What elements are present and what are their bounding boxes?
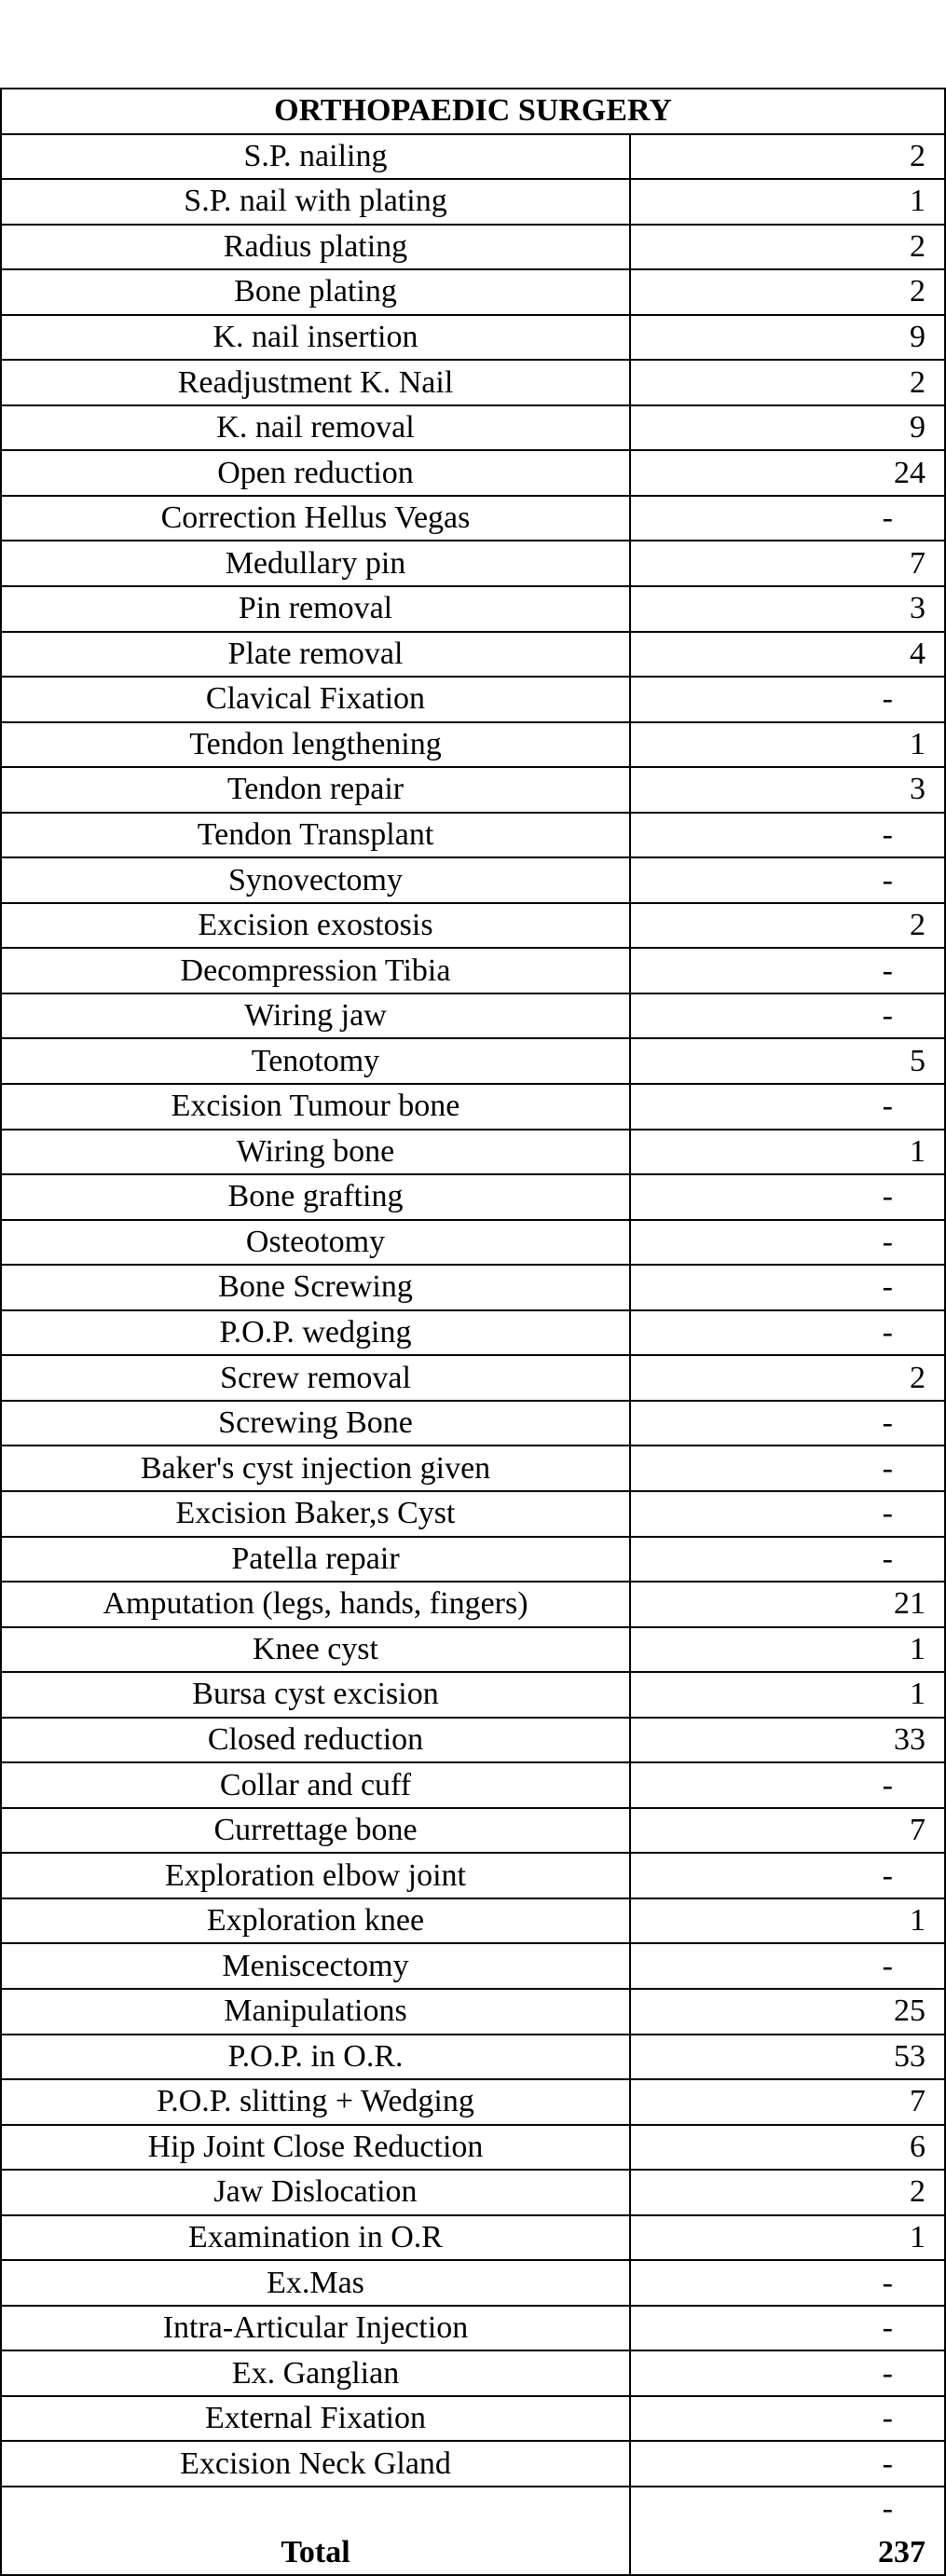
table-row	[2, 723, 944, 769]
table-row	[2, 1446, 944, 1492]
procedure-name: Closed reduction	[2, 1719, 631, 1762]
procedure-name: External Fixation	[2, 2397, 631, 2441]
procedure-count: -	[882, 681, 893, 717]
procedure-name: Screwing Bone	[2, 1402, 631, 1446]
table-row	[2, 2126, 944, 2172]
table-row	[2, 2442, 944, 2487]
procedure-name: Currettage bone	[2, 1809, 631, 1853]
procedure-name: P.O.P. wedging	[2, 1311, 631, 1355]
table-row	[2, 994, 944, 1040]
procedure-count: 7	[910, 545, 925, 581]
procedure-count: -	[882, 1767, 893, 1802]
procedure-name: Excision Tumour bone	[2, 1085, 631, 1129]
table-title: ORTHOPAEDIC SURGERY	[274, 93, 672, 129]
procedure-count: 7	[910, 1813, 925, 1848]
table-row	[2, 1175, 944, 1221]
procedure-count: -	[882, 500, 893, 536]
procedure-name: Ex. Ganglian	[2, 2351, 631, 2395]
procedure-name: Intra-Articular Injection	[2, 2307, 631, 2350]
table-row	[2, 2261, 944, 2307]
procedure-count: 9	[910, 410, 925, 445]
procedure-name: Knee cyst	[2, 1628, 631, 1672]
table-row	[2, 541, 944, 587]
procedure-name: Synovectomy	[2, 858, 631, 902]
procedure-count: 1	[910, 2219, 925, 2254]
procedure-count: -	[882, 998, 893, 1034]
table-row	[2, 2307, 944, 2352]
procedure-name: Decompression Tibia	[2, 949, 631, 993]
procedure-count: -	[882, 1224, 893, 1259]
procedure-name: P.O.P. slitting + Wedging	[2, 2080, 631, 2124]
procedure-name: Correction Hellus Vegas	[2, 497, 631, 541]
procedure-count: 1	[910, 726, 925, 761]
procedure-name: Manipulations	[2, 1990, 631, 2034]
total-row	[2, 2531, 944, 2575]
procedure-count: 53	[894, 2038, 925, 2074]
procedure-name: K. nail insertion	[2, 316, 631, 360]
table-row	[2, 497, 944, 542]
procedure-name: Baker's cyst injection given	[2, 1446, 631, 1490]
procedure-name: Wiring bone	[2, 1130, 631, 1174]
total-count: 237	[878, 2534, 925, 2569]
table-row	[2, 316, 944, 362]
table-row	[2, 1628, 944, 1674]
table-row	[2, 1673, 944, 1719]
table-row	[2, 949, 944, 994]
procedure-count: -	[882, 1496, 893, 1531]
procedure-name: Excision exostosis	[2, 904, 631, 948]
procedure-count: -	[882, 1269, 893, 1305]
table-row	[2, 1221, 944, 1267]
table-row	[2, 1854, 944, 1899]
table-row	[2, 226, 944, 271]
procedure-name: Bursa cyst excision	[2, 1673, 631, 1717]
table-row	[2, 1356, 944, 1402]
table-row	[2, 1085, 944, 1130]
procedure-count: 5	[910, 1043, 925, 1078]
procedure-count: 2	[910, 908, 925, 943]
table-row	[2, 587, 944, 633]
procedure-count: 1	[910, 1133, 925, 1169]
procedure-count: -	[882, 2446, 893, 2481]
procedure-name: P.O.P. in O.R.	[2, 2035, 631, 2079]
table-row	[2, 633, 944, 678]
procedure-name	[2, 2487, 631, 2531]
procedure-name: Bone plating	[2, 270, 631, 314]
table-row	[2, 814, 944, 859]
procedure-count: 2	[910, 228, 925, 264]
procedure-count: 2	[910, 2174, 925, 2210]
procedure-name: Ex.Mas	[2, 2261, 631, 2305]
procedure-count: 2	[910, 138, 925, 173]
table-row	[2, 1130, 944, 1176]
table-row	[2, 1039, 944, 1085]
procedure-count: -	[882, 1315, 893, 1350]
procedure-name: Excision Baker,s Cyst	[2, 1492, 631, 1536]
procedure-name: S.P. nail with plating	[2, 180, 631, 224]
procedure-count: -	[882, 862, 893, 897]
table-row	[2, 1990, 944, 2035]
procedure-name: S.P. nailing	[2, 135, 631, 179]
table-row	[2, 904, 944, 950]
procedure-name: Jaw Dislocation	[2, 2171, 631, 2214]
procedure-name: Tendon Transplant	[2, 814, 631, 857]
procedure-name: Examination in O.R	[2, 2216, 631, 2260]
table-row	[2, 1583, 944, 1628]
procedure-name: Open reduction	[2, 451, 631, 495]
table-row	[2, 1944, 944, 1990]
orthopaedic-surgery-table	[0, 88, 946, 2576]
table-row	[2, 2397, 944, 2443]
procedure-count: 2	[910, 364, 925, 400]
procedure-count: 21	[894, 1586, 925, 1622]
procedure-count: 24	[894, 455, 925, 490]
procedure-name: Readjustment K. Nail	[2, 361, 631, 404]
procedure-name: Tendon repair	[2, 768, 631, 812]
procedure-count: -	[882, 1179, 893, 1214]
procedure-count: -	[882, 952, 893, 988]
procedure-count: 1	[910, 1631, 925, 1666]
procedure-name: Meniscectomy	[2, 1944, 631, 1988]
procedure-count: -	[882, 1948, 893, 1983]
procedure-name: Tendon lengthening	[2, 723, 631, 767]
procedure-count: 4	[910, 636, 925, 671]
table-row	[2, 361, 944, 406]
table-row	[2, 270, 944, 316]
table-row	[2, 2080, 944, 2126]
procedure-count: 25	[894, 1994, 925, 2029]
total-label: Total	[2, 2531, 631, 2575]
table-row	[2, 1809, 944, 1855]
table-row	[2, 1266, 944, 1311]
procedure-name: Hip Joint Close Reduction	[2, 2126, 631, 2170]
procedure-name: Screw removal	[2, 1356, 631, 1400]
procedure-count: 9	[910, 320, 925, 354]
procedure-count: -	[882, 817, 893, 853]
table-row	[2, 1719, 944, 1764]
procedure-count: -	[882, 1541, 893, 1576]
procedure-name: Amputation (legs, hands, fingers)	[2, 1583, 631, 1626]
table-row	[2, 2487, 944, 2531]
table-row	[2, 1763, 944, 1809]
procedure-name: Wiring jaw	[2, 994, 631, 1038]
procedure-name: Osteotomy	[2, 1221, 631, 1265]
table-row	[2, 1899, 944, 1945]
procedure-count: 7	[910, 2084, 925, 2119]
procedure-count: -	[882, 1089, 893, 1124]
procedure-name: Collar and cuff	[2, 1763, 631, 1807]
procedure-name: K. nail removal	[2, 406, 631, 450]
table-row	[2, 135, 944, 181]
procedure-count: 3	[910, 591, 925, 626]
procedure-count: 6	[910, 2129, 925, 2164]
procedure-count: -	[882, 2401, 893, 2436]
table-row	[2, 1402, 944, 1447]
table-row	[2, 858, 944, 904]
table-row	[2, 768, 944, 814]
procedure-name: Plate removal	[2, 633, 631, 677]
table-title-row	[2, 89, 944, 135]
procedure-count: 1	[910, 1677, 925, 1712]
procedure-name: Exploration elbow joint	[2, 1854, 631, 1898]
procedure-name: Excision Neck Gland	[2, 2442, 631, 2486]
procedure-name: Radius plating	[2, 226, 631, 269]
table-row	[2, 451, 944, 497]
table-row	[2, 1492, 944, 1538]
procedure-count: 2	[910, 274, 925, 309]
procedure-name: Tenotomy	[2, 1039, 631, 1083]
procedure-count: 3	[910, 772, 925, 807]
procedure-count: -	[882, 1405, 893, 1441]
procedure-count: 1	[910, 1903, 925, 1939]
procedure-name: Clavical Fixation	[2, 678, 631, 721]
table-row	[2, 678, 944, 723]
procedure-name: Medullary pin	[2, 541, 631, 585]
procedure-name: Patella repair	[2, 1538, 631, 1582]
table-row	[2, 2351, 944, 2397]
table-row	[2, 1311, 944, 1357]
table-row	[2, 2216, 944, 2262]
procedure-count: 1	[910, 184, 925, 219]
procedure-count: -	[882, 2265, 893, 2300]
table-row	[2, 1538, 944, 1583]
procedure-name: Bone Screwing	[2, 1266, 631, 1309]
procedure-count: -	[882, 1857, 893, 1893]
table-row	[2, 406, 944, 452]
table-row	[2, 2171, 944, 2216]
table-row	[2, 2035, 944, 2081]
procedure-count: 33	[894, 1721, 925, 1757]
procedure-count: -	[882, 2310, 893, 2346]
procedure-name: Pin removal	[2, 587, 631, 631]
table-row	[2, 180, 944, 226]
procedure-count: -	[882, 1450, 893, 1486]
procedure-count: -	[882, 2355, 893, 2391]
procedure-count: -	[882, 2491, 893, 2527]
procedure-count: 2	[910, 1360, 925, 1395]
procedure-name: Bone grafting	[2, 1175, 631, 1219]
procedure-name: Exploration knee	[2, 1899, 631, 1943]
